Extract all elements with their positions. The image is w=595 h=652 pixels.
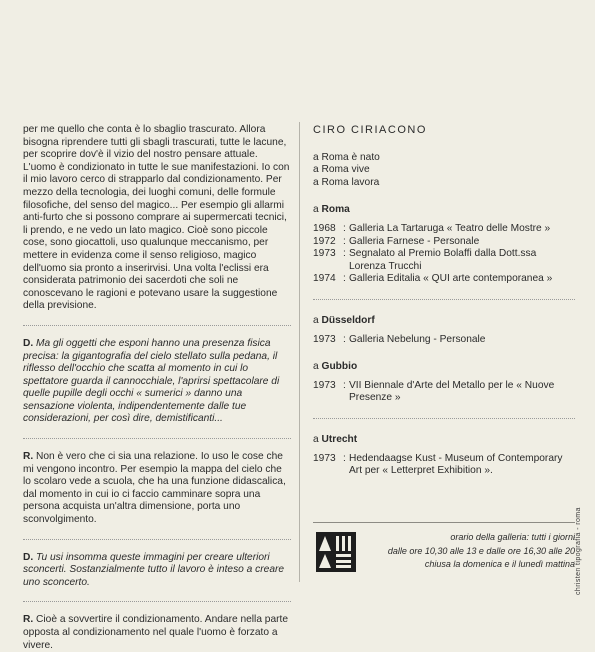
hours-line: orario della galleria: tutti i giorni	[450, 532, 575, 542]
bio-line: a Roma lavora	[313, 176, 380, 188]
gallery-footer	[313, 522, 575, 583]
exhibition-entry: 1973 : VII Biennale d'Arte del Metallo per le « Nuove Presenze »	[313, 380, 575, 405]
exhibition-entry: 1972 : Galleria Farnese - Personale	[313, 236, 575, 249]
interview-column	[23, 124, 291, 652]
exhibition-text: Galleria Farnese - Personale	[349, 235, 480, 247]
exhibition-entry: 1973 : Segnalato al Premio Bolaffi dalla Dott.ssa Lorenza Trucchi	[313, 248, 575, 273]
question-paragraph	[23, 552, 291, 590]
opening-hours	[370, 531, 575, 572]
question-text: Tu usi insomma queste immagini per creare ulteriori sconcerti. Sostanzialmente tutto il lavoro è inteso a creare uno sconcerto.	[23, 551, 285, 588]
question-paragraph	[23, 338, 291, 426]
exhibition-year: 1973	[313, 333, 336, 345]
city-name: Gubbio	[321, 361, 358, 373]
dotted-divider	[23, 438, 291, 439]
city-name: Roma	[321, 204, 350, 216]
artist-name: CIRO CIRIACONO	[313, 124, 427, 136]
exhibition-year: 1973	[313, 452, 336, 464]
dotted-divider	[23, 325, 291, 326]
exhibition-text: Galleria Editalia « QUI arte contemporanea »	[349, 273, 553, 285]
biography-column	[313, 124, 575, 478]
exhibition-text: Hedendaagse Kust - Museum of Contemporary Art per « Letterpret Exhibition ».	[349, 452, 563, 477]
city-heading: a Gubbio	[313, 361, 358, 373]
exhibition-text: Galleria La Tartaruga « Teatro delle Mostre »	[349, 222, 551, 234]
exhibition-year: 1973	[313, 379, 336, 391]
answer-paragraph	[23, 451, 291, 527]
exhibition-entry: 1968 : Galleria La Tartaruga « Teatro delle Mostre »	[313, 223, 575, 236]
bio-list	[313, 152, 575, 190]
exhibition-entry: 1973 : Hedendaagse Kust - Museum of Contemporary Art per « Letterpret Exhibition ».	[313, 453, 575, 478]
question-text: Ma gli oggetti che esponi hanno una presenza fisica precisa: la gigantografia del cielo stellato sulla pedana, il riflesso dell'occhio che scatta al momento in cui lo spettatore guarda il cannocchiale, l'aprirsi spettacolare di quelle pupille degli occhi « sumerici » danno una sensazione violenta, indipendentemente dalle tue considerazioni, per così dire, demistificanti...	[23, 337, 280, 425]
printer-credit: christen tipografia - roma	[575, 507, 582, 595]
question-marker: D.	[23, 551, 34, 563]
exhibition-year: 1974	[313, 273, 336, 285]
answer-text: Cioè a sovvertire il condizionamento. Andare nella parte opposta al condizionamento nel quale l'uomo è forzato a vivere.	[23, 614, 289, 651]
exhibition-year: 1968	[313, 222, 336, 234]
exhibition-text: VII Biennale d'Arte del Metallo per le « Nuove Presenze »	[349, 379, 555, 404]
answer-marker: R.	[23, 451, 34, 463]
dotted-divider	[23, 539, 291, 540]
exhibition-year: 1973	[313, 248, 336, 260]
hours-line: dalle ore 10,30 alle 13 e dalle ore 16,30 alle 20	[387, 545, 575, 556]
exhibition-text: Galleria Nebelung - Personale	[349, 333, 486, 345]
city-heading: a Roma	[313, 204, 350, 216]
city-name: Utrecht	[321, 433, 358, 445]
city-heading: a Düsseldorf	[313, 314, 375, 326]
question-marker: D.	[23, 337, 34, 349]
answer-marker: R.	[23, 614, 34, 626]
dotted-divider	[23, 601, 291, 602]
exhibition-entry: 1973 : Galleria Nebelung - Personale	[313, 334, 575, 347]
city-heading: a Utrecht	[313, 433, 358, 445]
city-name: Düsseldorf	[321, 314, 375, 326]
answer-text: Non è vero che ci sia una relazione. Io uso le cose che mi vengono incontro. Per esempio la mappa del cielo che lo scolaro vede a scuola, che ha una funzione didascalica, dal momento in cui io ci faccio camminare sopra una persona acquista un'altra dimensione, porta uno sconvolgimento.	[23, 451, 286, 526]
exhibition-year: 1972	[313, 235, 336, 247]
dotted-divider	[313, 299, 575, 300]
exhibition-entry: 1974 : Galleria Editalia « QUI arte contemporanea »	[313, 273, 575, 286]
interview-paragraph: per me quello che conta è lo sbaglio trascurato. Allora bisogna riprendere tutti gli sbagli trascurati, tutte le lacune, per scoprire dov'è il vizio del nostro pensare attuale. L'uomo è condizionato in tutte le sue manifestazioni. Io con il mio lavoro cerco di strapparlo dal condizionamento. Per mezzo della tecnologia, dei luoghi comuni, delle formule filosofiche, del senso del magico... Per esempio gli allarmi anti-furto che si possono comprare ai supermercati tecnici, li prendo, e ne vedo un lato magico. Cioè sono piccole cose, sono giocattoli, uso qualunque meccanismo, per mettere in evidenza come il senso religioso, magico dell'uomo sia pronto a inserirvisi. Una volta l'eclissi era considerata patrimonio dei sacerdoti che soli ne conoscevano le ragioni e potevano usare la suggestione della previsione.	[23, 124, 290, 312]
bio-line: a Roma è nato	[313, 151, 380, 163]
dotted-divider	[313, 418, 575, 419]
column-divider	[299, 122, 300, 582]
bio-line: a Roma vive	[313, 164, 370, 176]
answer-paragraph	[23, 614, 291, 652]
hours-line: chiusa la domenica e il lunedì mattina	[424, 559, 575, 569]
editalia-logo-icon	[316, 532, 356, 572]
exhibition-text: Segnalato al Premio Bolaffi dalla Dott.ssa Lorenza Trucchi	[349, 248, 537, 272]
